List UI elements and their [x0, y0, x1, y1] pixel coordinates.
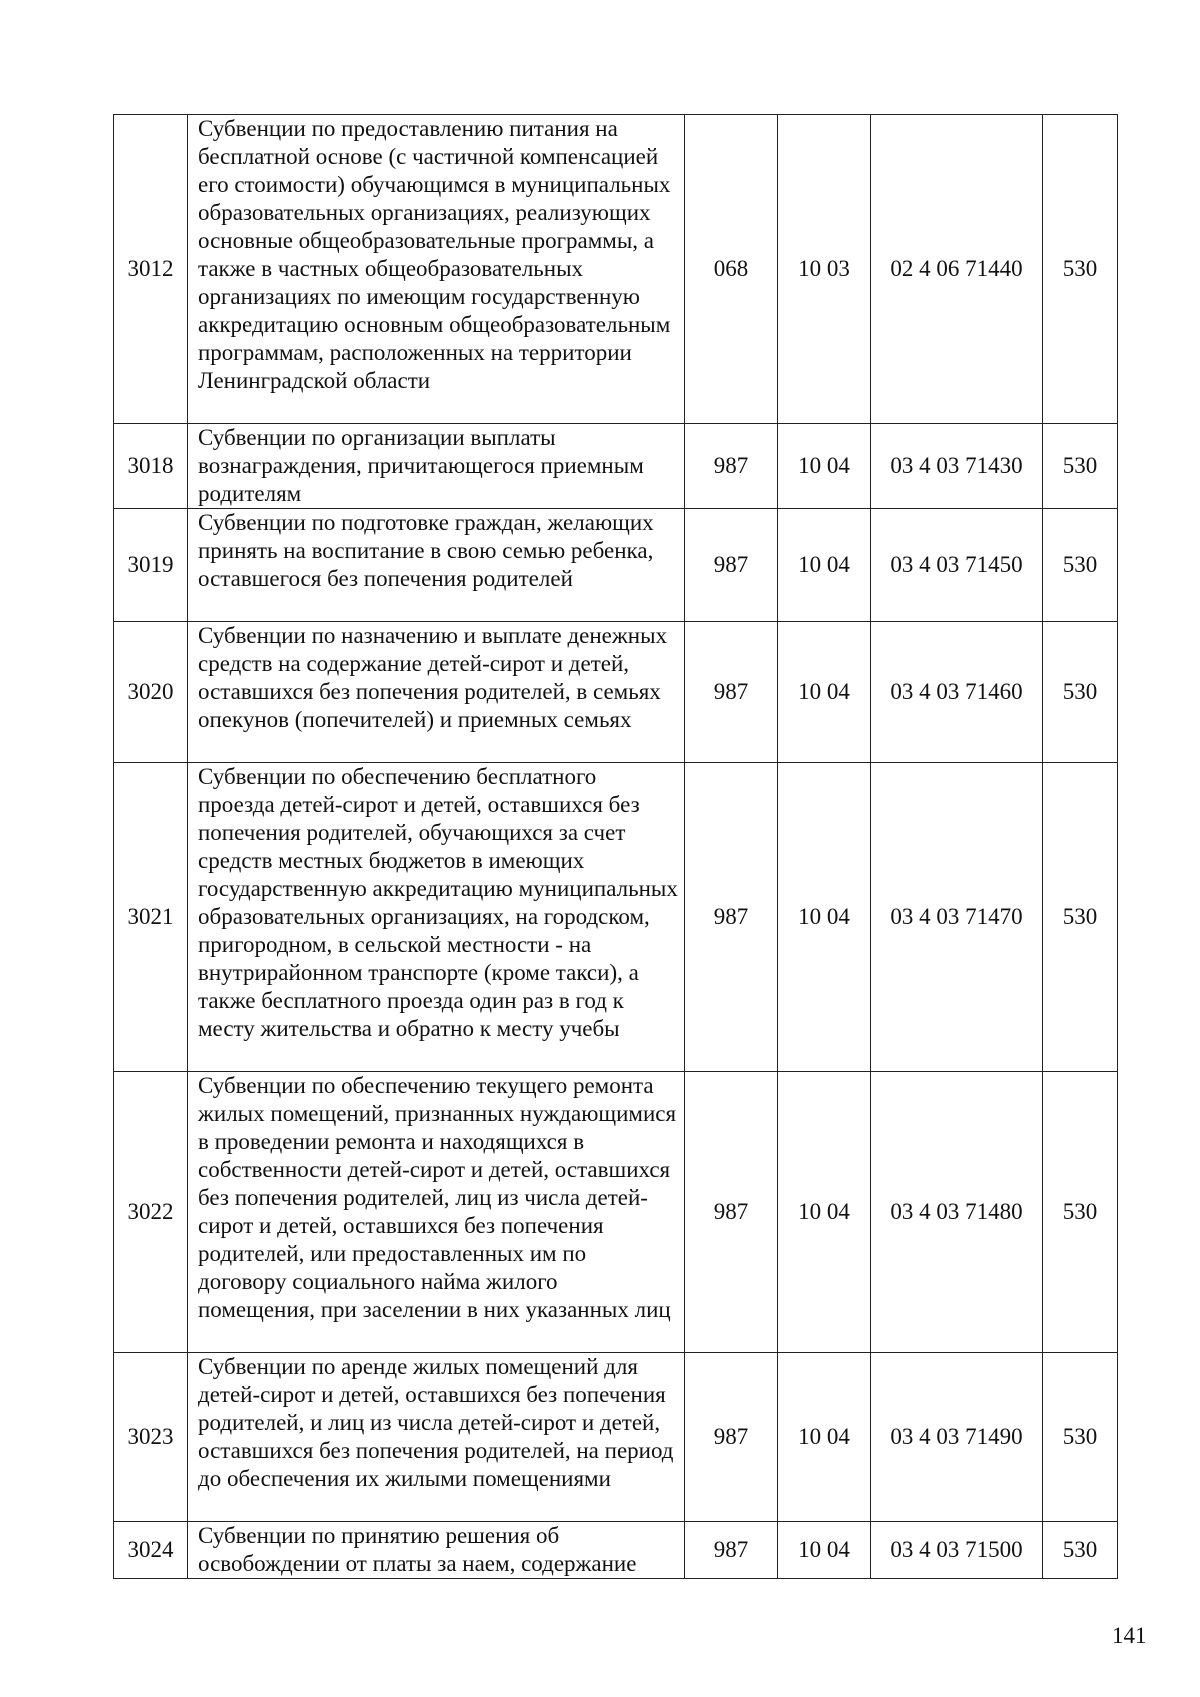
row-code: 3018 — [114, 424, 188, 509]
table-row — [114, 424, 1118, 509]
row-vr: 530 — [1043, 115, 1118, 424]
row-name: Субвенции по обеспечению текущего ремонта жилых помещений, признанных нуждающимися в проведении ремонта и находящихся в собственности детей-сирот и детей, оставшихся без попечения родителей, лиц из числа детей-сирот и детей, оставшихся без попечения родителей, или предоставленных им по договору социального найма жилого помещения, при заселении в них указанных лиц — [188, 1072, 685, 1353]
row-grbs: 987 — [685, 1072, 778, 1353]
row-target: 03 4 03 71460 — [871, 622, 1043, 763]
row-section: 10 04 — [778, 424, 871, 509]
row-grbs: 987 — [685, 1522, 778, 1579]
table-row — [114, 1072, 1118, 1353]
row-grbs: 987 — [685, 763, 778, 1072]
row-name: Субвенции по обеспечению бесплатного проезда детей-сирот и детей, оставшихся без попечения родителей, обучающихся за счет средств местных бюджетов в имеющих государственную аккредитацию муниципальных образовательных организациях, на городском, пригородном, в сельской местности - на внутрирайонном транспорте (кроме такси), а также бесплатного проезда один раз в год к месту жительства и обратно к месту учебы — [188, 763, 685, 1072]
row-section: 10 04 — [778, 763, 871, 1072]
row-code: 3019 — [114, 509, 188, 622]
row-grbs: 987 — [685, 1353, 778, 1522]
row-section: 10 03 — [778, 115, 871, 424]
row-vr: 530 — [1043, 1353, 1118, 1522]
row-grbs: 068 — [685, 115, 778, 424]
row-code: 3021 — [114, 763, 188, 1072]
row-target: 02 4 06 71440 — [871, 115, 1043, 424]
row-vr: 530 — [1043, 1522, 1118, 1579]
table-row — [114, 622, 1118, 763]
budget-classification-table — [113, 114, 1118, 1579]
row-code: 3024 — [114, 1522, 188, 1579]
row-grbs: 987 — [685, 622, 778, 763]
row-target: 03 4 03 71450 — [871, 509, 1043, 622]
row-code: 3022 — [114, 1072, 188, 1353]
row-section: 10 04 — [778, 1072, 871, 1353]
row-vr: 530 — [1043, 622, 1118, 763]
row-grbs: 987 — [685, 509, 778, 622]
row-name: Субвенции по подготовке граждан, желающих принять на воспитание в свою семью ребенка, оставшегося без попечения родителей — [188, 509, 685, 622]
row-section: 10 04 — [778, 1353, 871, 1522]
row-vr: 530 — [1043, 424, 1118, 509]
row-code: 3020 — [114, 622, 188, 763]
row-code: 3012 — [114, 115, 188, 424]
page-number: 141 — [1112, 1623, 1147, 1648]
row-name: Субвенции по принятию решения об освобождении от платы за наем, содержание — [188, 1522, 685, 1579]
table-row — [114, 509, 1118, 622]
row-section: 10 04 — [778, 1522, 871, 1579]
row-name: Субвенции по назначению и выплате денежных средств на содержание детей-сирот и детей, оставшихся без попечения родителей, в семьях опекунов (попечителей) и приемных семьях — [188, 622, 685, 763]
row-target: 03 4 03 71490 — [871, 1353, 1043, 1522]
row-target: 03 4 03 71500 — [871, 1522, 1043, 1579]
table-row — [114, 115, 1118, 424]
row-grbs: 987 — [685, 424, 778, 509]
row-target: 03 4 03 71470 — [871, 763, 1043, 1072]
row-target: 03 4 03 71430 — [871, 424, 1043, 509]
table-row — [114, 1353, 1118, 1522]
row-code: 3023 — [114, 1353, 188, 1522]
row-name: Субвенции по аренде жилых помещений для детей-сирот и детей, оставшихся без попечения родителей, и лиц из числа детей-сирот и детей, оставшихся без попечения родителей, на период до обеспечения их жилыми помещениями — [188, 1353, 685, 1522]
row-vr: 530 — [1043, 509, 1118, 622]
table-row — [114, 763, 1118, 1072]
row-name: Субвенции по предоставлению питания на бесплатной основе (с частичной компенсацией его стоимости) обучающимся в муниципальных образовательных организациях, реализующих основные общеобразовательные программы, а также в частных общеобразовательных организациях по имеющим государственную аккредитацию основным общеобразовательным программам, расположенных на территории Ленинградской области — [188, 115, 685, 424]
row-vr: 530 — [1043, 763, 1118, 1072]
row-section: 10 04 — [778, 622, 871, 763]
row-name: Субвенции по организации выплаты вознаграждения, причитающегося приемным родителям — [188, 424, 685, 509]
table-row — [114, 1522, 1118, 1579]
row-section: 10 04 — [778, 509, 871, 622]
row-target: 03 4 03 71480 — [871, 1072, 1043, 1353]
row-vr: 530 — [1043, 1072, 1118, 1353]
